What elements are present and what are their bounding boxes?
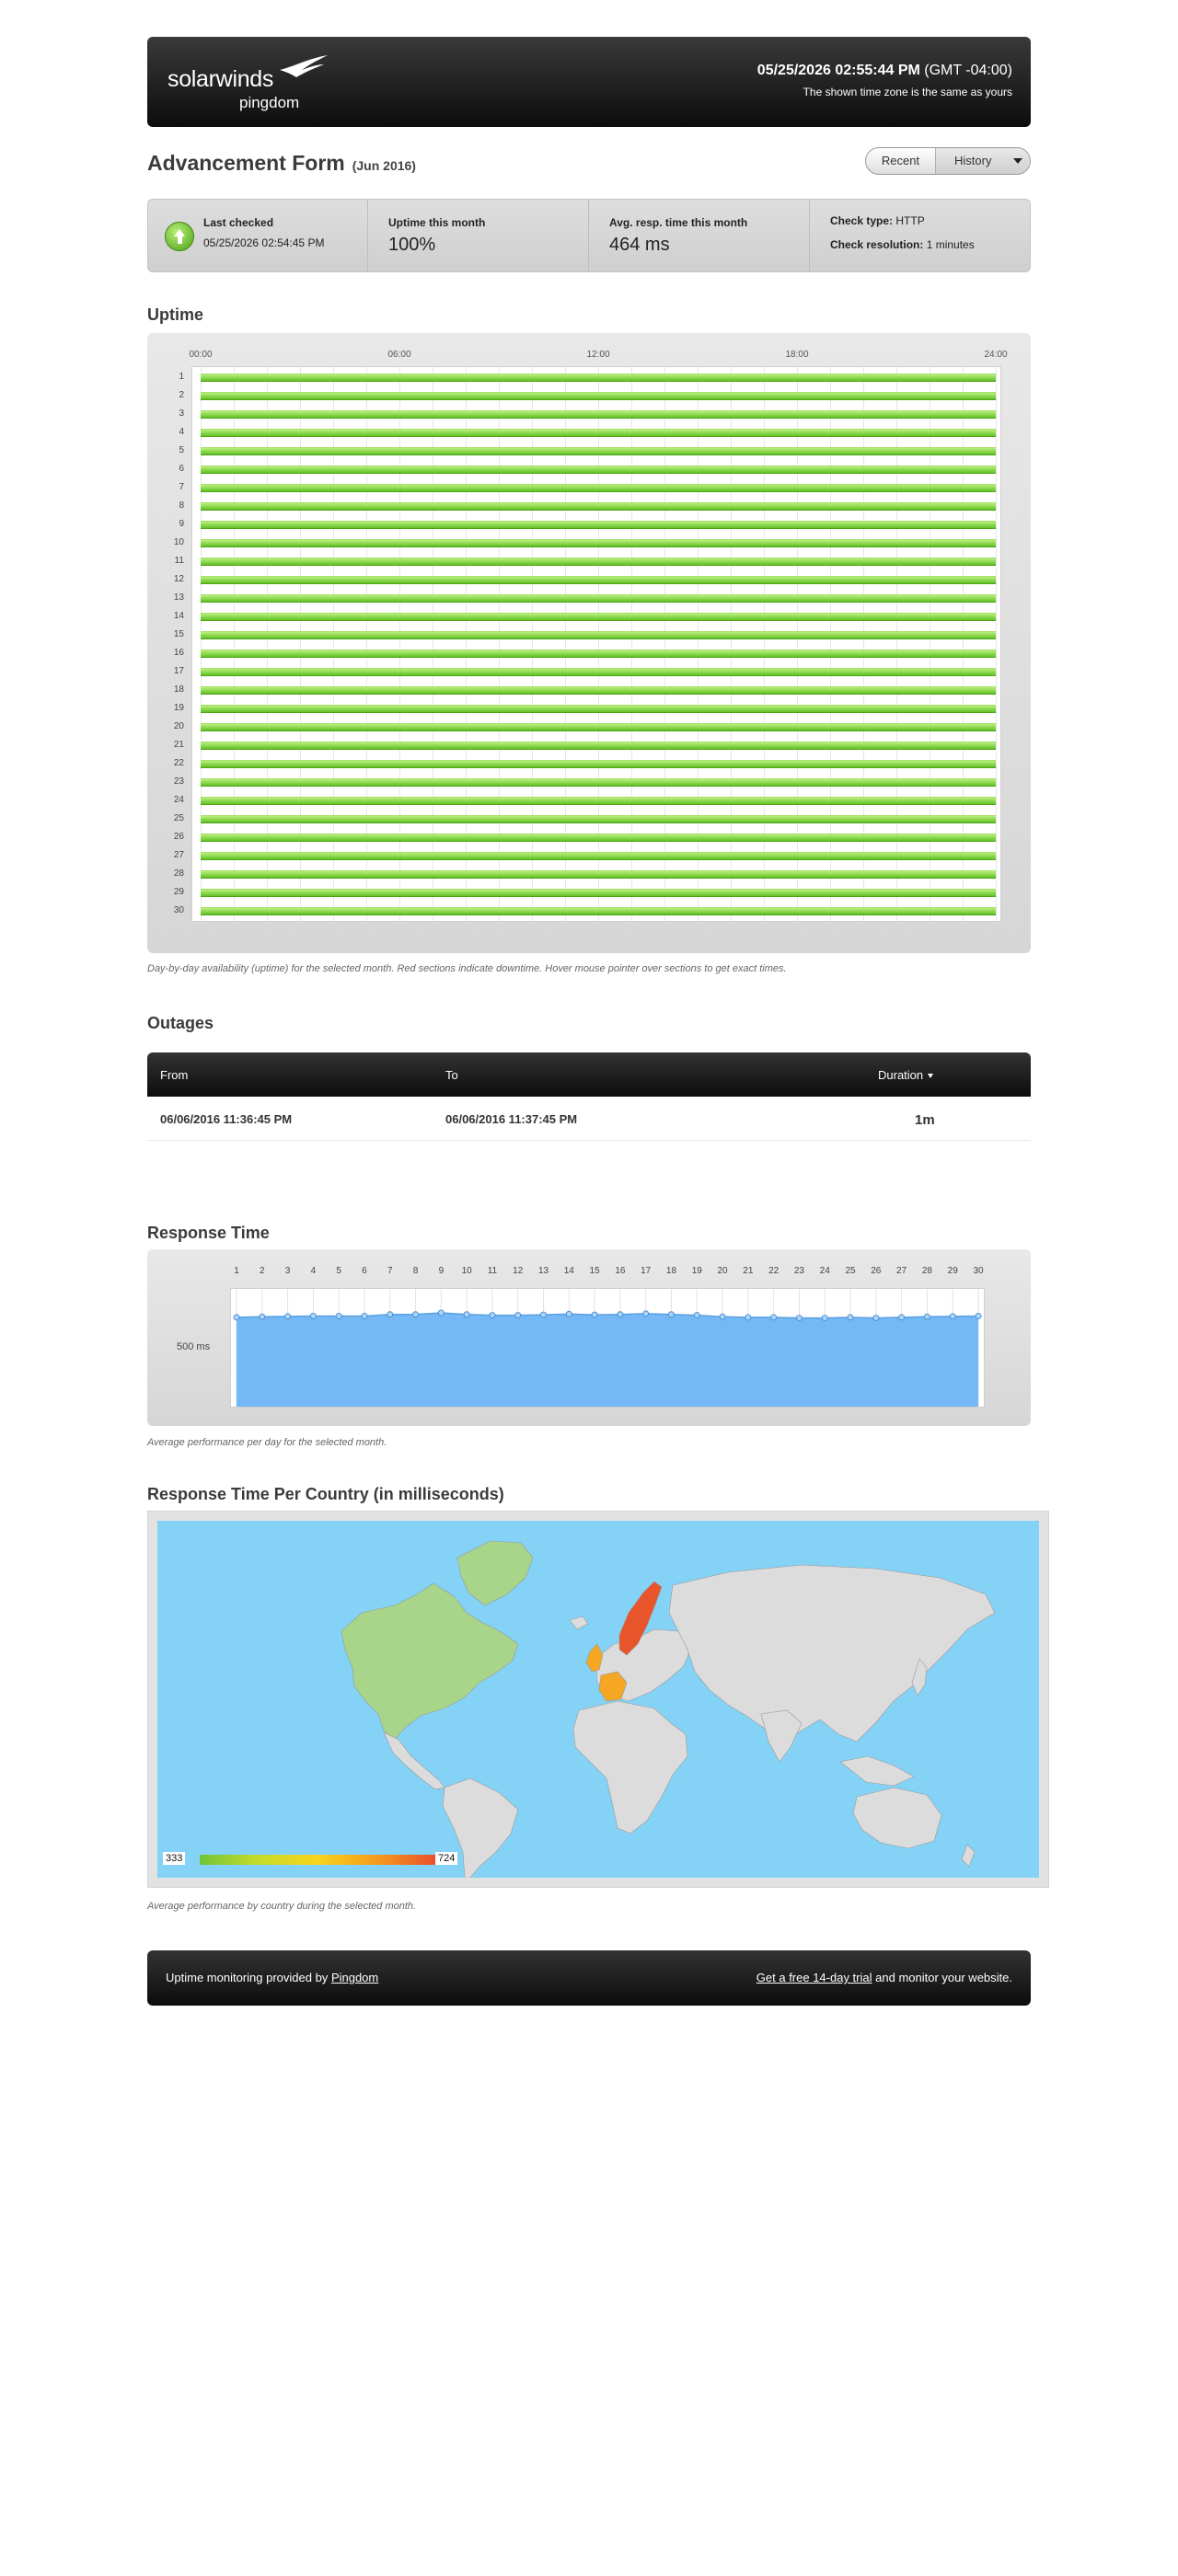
uptime-day-bar[interactable] <box>201 392 996 400</box>
x-tick-label: 9 <box>438 1266 445 1276</box>
uptime-stat <box>367 200 588 271</box>
uptime-day-bar[interactable] <box>201 466 996 474</box>
current-datetime: 05/25/2026 02:55:44 PM <box>756 63 920 78</box>
country-caption: Average performance by country during the selected month. <box>147 1901 417 1912</box>
uptime-day-bar[interactable] <box>201 815 996 823</box>
status-up-icon <box>165 222 194 251</box>
x-tick-label: 22 <box>768 1266 780 1276</box>
map-asia <box>669 1565 995 1742</box>
response-time-point[interactable] <box>976 1313 981 1318</box>
response-time-point[interactable] <box>260 1314 265 1319</box>
uptime-day-bar[interactable] <box>201 631 996 639</box>
response-time-point[interactable] <box>413 1312 419 1317</box>
map-central-america <box>384 1732 445 1789</box>
x-tick-label: 3 <box>284 1266 291 1276</box>
x-tick-label: 15 <box>589 1266 600 1276</box>
x-tick-label: 16 <box>615 1266 626 1276</box>
pingdom-link[interactable]: Pingdom <box>330 1971 379 1984</box>
x-tick-label: 12 <box>513 1266 524 1276</box>
history-dropdown[interactable] <box>936 148 1031 174</box>
response-time-heading: Response Time <box>147 1224 270 1242</box>
free-trial-link[interactable]: Get a free 14-day trial <box>756 1971 872 1984</box>
history-label: History <box>954 154 992 167</box>
day-label: 15 <box>173 629 184 639</box>
response-time-point[interactable] <box>771 1315 777 1320</box>
outage-duration: 1m <box>915 1112 935 1128</box>
uptime-day-bar[interactable] <box>201 686 996 695</box>
day-label: 27 <box>173 850 184 860</box>
country-map-frame <box>147 1511 1049 1888</box>
response-time-point[interactable] <box>924 1314 930 1319</box>
x-tick-label: 18 <box>665 1266 677 1276</box>
x-tick-label: 29 <box>947 1266 958 1276</box>
response-time-point[interactable] <box>285 1314 291 1319</box>
x-tick-label: 20 <box>717 1266 728 1276</box>
day-label: 3 <box>179 408 184 419</box>
x-tick-label: 17 <box>641 1266 652 1276</box>
column-from[interactable]: From <box>160 1068 189 1082</box>
response-time-point[interactable] <box>643 1311 649 1317</box>
x-tick-label: 6 <box>362 1266 367 1276</box>
day-label: 21 <box>173 740 184 750</box>
day-label: 9 <box>179 519 184 529</box>
legend-min: 333 <box>163 1852 185 1865</box>
day-label: 14 <box>173 611 184 621</box>
x-tick-label: 24 <box>819 1266 830 1276</box>
uptime-day-bar[interactable] <box>201 760 996 768</box>
world-map-svg <box>157 1521 1039 1878</box>
uptime-day-bar[interactable] <box>201 723 996 731</box>
day-label: 6 <box>179 464 184 474</box>
uptime-day-bar[interactable] <box>201 889 996 897</box>
uptime-day-bar[interactable] <box>201 558 996 566</box>
uptime-day-bar[interactable] <box>201 594 996 603</box>
response-time-point[interactable] <box>618 1312 623 1317</box>
response-time-chart <box>147 1249 1031 1426</box>
map-new-zealand <box>962 1845 975 1867</box>
page-title-row <box>147 151 416 176</box>
day-label: 30 <box>173 905 184 915</box>
day-label: 16 <box>173 648 184 658</box>
x-tick-label: 23 <box>793 1266 804 1276</box>
x-tick-label: 27 <box>896 1266 907 1276</box>
last-checked-label: Last checked <box>203 216 274 229</box>
footer-right-text: and monitor your website. <box>875 1971 1012 1984</box>
response-time-point[interactable] <box>950 1314 955 1319</box>
y-axis-label: 500 ms <box>177 1341 211 1352</box>
response-time-caption: Average performance per day for the selected month. <box>147 1437 387 1448</box>
day-label: 12 <box>173 574 184 584</box>
day-label: 23 <box>173 776 184 787</box>
outage-to: 06/06/2016 11:37:45 PM <box>445 1112 578 1126</box>
x-tick-label: 30 <box>973 1266 984 1276</box>
brand-name: solarwinds <box>167 66 274 92</box>
response-time-point[interactable] <box>234 1315 239 1320</box>
time-axis-label: 12:00 <box>586 350 610 360</box>
check-type-value: HTTP <box>895 214 925 227</box>
uptime-day-bar[interactable] <box>201 797 996 805</box>
day-label: 18 <box>173 684 184 695</box>
uptime-day-bar[interactable] <box>201 778 996 787</box>
response-time-point[interactable] <box>310 1313 316 1318</box>
timezone: (GMT -04:00) <box>924 63 1012 78</box>
outages-table-header <box>147 1052 1031 1097</box>
x-tick-label: 19 <box>691 1266 702 1276</box>
solarwinds-pingdom-logo[interactable] <box>167 53 333 110</box>
uptime-chart <box>147 333 1031 953</box>
last-checked-value: 05/25/2026 02:54:45 PM <box>203 236 325 249</box>
column-to[interactable]: To <box>445 1068 458 1082</box>
day-label: 2 <box>179 390 184 400</box>
day-label: 28 <box>173 868 184 879</box>
x-tick-label: 8 <box>412 1266 419 1276</box>
day-label: 10 <box>173 537 184 547</box>
avg-response-stat <box>588 200 809 271</box>
avg-response-label: Avg. resp. time this month <box>609 216 748 229</box>
world-map[interactable] <box>157 1521 1039 1878</box>
x-tick-label: 2 <box>260 1266 265 1276</box>
footer <box>147 1950 1031 2006</box>
response-time-point[interactable] <box>796 1316 802 1321</box>
footer-right <box>756 1971 1012 1984</box>
day-label: 24 <box>173 795 184 805</box>
column-duration-label: Duration <box>878 1068 924 1082</box>
map-greenland <box>457 1541 533 1605</box>
response-time-point[interactable] <box>745 1315 751 1320</box>
uptime-day-bar[interactable] <box>201 521 996 529</box>
view-toggle <box>865 147 1031 175</box>
day-label: 11 <box>174 556 184 566</box>
day-label: 5 <box>179 445 184 455</box>
map-southeast-asia <box>840 1756 914 1786</box>
response-time-point[interactable] <box>362 1313 367 1318</box>
check-resolution-value: 1 minutes <box>926 238 975 251</box>
uptime-day-bar[interactable] <box>201 447 996 455</box>
uptime-day-bar[interactable] <box>201 668 996 676</box>
day-label: 7 <box>179 482 184 492</box>
uptime-day-bar[interactable] <box>201 705 996 713</box>
time-axis-label: 06:00 <box>387 350 411 360</box>
uptime-day-bar[interactable] <box>201 742 996 750</box>
x-tick-label: 21 <box>743 1266 754 1276</box>
response-time-point[interactable] <box>464 1312 469 1317</box>
day-label: 29 <box>173 887 184 897</box>
response-time-point[interactable] <box>387 1312 393 1317</box>
current-time <box>757 63 1012 98</box>
outage-row <box>147 1097 1031 1141</box>
x-tick-label: 1 <box>234 1266 239 1276</box>
uptime-day-bar[interactable] <box>201 834 996 842</box>
uptime-heading: Uptime <box>147 305 204 324</box>
uptime-value: 100% <box>388 235 436 255</box>
outages-table <box>147 1052 1031 1141</box>
response-time-point[interactable] <box>822 1316 827 1321</box>
check-resolution-label: Check resolution: <box>830 238 924 251</box>
footer-left <box>166 1971 378 1984</box>
column-duration[interactable] <box>878 1068 933 1082</box>
hour-gridline <box>996 366 997 922</box>
response-time-svg <box>231 1289 984 1407</box>
response-time-point[interactable] <box>668 1312 674 1317</box>
report-period: (Jun 2016) <box>352 158 416 173</box>
response-time-point[interactable] <box>541 1312 547 1317</box>
day-label: 17 <box>173 666 184 676</box>
response-time-point[interactable] <box>515 1313 521 1318</box>
product-name: pingdom <box>239 94 300 111</box>
last-checked-stat <box>148 200 367 271</box>
time-axis-label: 00:00 <box>189 350 213 360</box>
uptime-day-bar[interactable] <box>201 410 996 419</box>
outage-from: 06/06/2016 11:36:45 PM <box>160 1112 293 1126</box>
response-time-point[interactable] <box>899 1315 905 1320</box>
uptime-day-bar[interactable] <box>201 374 996 382</box>
uptime-day-bar[interactable] <box>201 484 996 492</box>
timezone-note: The shown time zone is the same as yours <box>803 86 1012 98</box>
uptime-day-bar[interactable] <box>201 852 996 860</box>
uptime-day-bar[interactable] <box>201 870 996 879</box>
response-time-area <box>237 1313 978 1407</box>
response-time-point[interactable] <box>720 1314 725 1319</box>
response-time-point[interactable] <box>848 1315 853 1320</box>
response-time-point[interactable] <box>438 1310 444 1316</box>
x-tick-label: 14 <box>563 1266 574 1276</box>
map-north-america <box>341 1583 518 1740</box>
response-time-point[interactable] <box>490 1313 495 1318</box>
x-tick-label: 13 <box>537 1266 549 1276</box>
legend-max: 724 <box>435 1852 457 1865</box>
day-label: 4 <box>179 427 184 437</box>
uptime-caption: Day-by-day availability (uptime) for the selected month. Red sections indicate downtime. Hover mouse pointer over sections to get exact times. <box>147 963 787 974</box>
chevron-down-icon <box>1013 158 1022 164</box>
map-iceland <box>570 1616 588 1629</box>
legend-gradient <box>200 1855 435 1865</box>
x-tick-label: 28 <box>921 1266 932 1276</box>
outages-heading: Outages <box>147 1014 214 1032</box>
x-tick-label: 11 <box>487 1266 498 1276</box>
day-label: 1 <box>179 372 184 382</box>
map-india <box>761 1710 802 1762</box>
uptime-day-bar[interactable] <box>201 502 996 511</box>
response-time-point[interactable] <box>873 1316 879 1321</box>
uptime-day-bar[interactable] <box>201 429 996 437</box>
x-tick-label: 7 <box>387 1266 393 1276</box>
response-time-plot <box>230 1288 985 1408</box>
x-tick-label: 26 <box>871 1266 882 1276</box>
check-type-label: Check type: <box>830 214 894 227</box>
uptime-day-bar[interactable] <box>201 576 996 584</box>
day-label: 26 <box>173 832 184 842</box>
page-title: Advancement Form <box>147 151 345 175</box>
x-tick-label: 5 <box>336 1266 341 1276</box>
outages-table-body <box>147 1097 1031 1141</box>
response-time-point[interactable] <box>566 1311 572 1317</box>
summary-stats <box>147 199 1031 272</box>
time-axis-label: 24:00 <box>984 350 1008 360</box>
time-axis-label: 18:00 <box>785 350 809 360</box>
bird-icon <box>278 53 333 81</box>
response-time-point[interactable] <box>336 1313 341 1318</box>
response-time-point[interactable] <box>694 1313 699 1318</box>
day-label: 8 <box>179 500 184 511</box>
check-info-stat <box>809 200 1030 271</box>
x-tick-label: 25 <box>845 1266 856 1276</box>
map-africa <box>573 1701 687 1834</box>
country-heading: Response Time Per Country (in milliseconds) <box>147 1485 504 1503</box>
uptime-day-bar[interactable] <box>201 907 996 915</box>
top-header-bar <box>147 37 1031 127</box>
uptime-label: Uptime this month <box>388 216 486 229</box>
response-time-point[interactable] <box>592 1312 597 1317</box>
day-label: 20 <box>173 721 184 731</box>
uptime-day-bar[interactable] <box>201 613 996 621</box>
uptime-day-bar[interactable] <box>201 539 996 547</box>
day-label: 25 <box>173 813 184 823</box>
map-australia <box>853 1788 941 1848</box>
footer-left-text: Uptime monitoring provided by <box>166 1971 329 1984</box>
recent-button[interactable]: Recent <box>866 148 936 174</box>
day-label: 13 <box>173 592 184 603</box>
x-tick-label: 4 <box>310 1266 317 1276</box>
day-label: 19 <box>173 703 184 713</box>
x-tick-label: 10 <box>461 1266 472 1276</box>
avg-response-value: 464 ms <box>609 235 670 255</box>
sort-desc-icon <box>928 1074 933 1078</box>
uptime-day-bar[interactable] <box>201 650 996 658</box>
day-label: 22 <box>173 758 184 768</box>
